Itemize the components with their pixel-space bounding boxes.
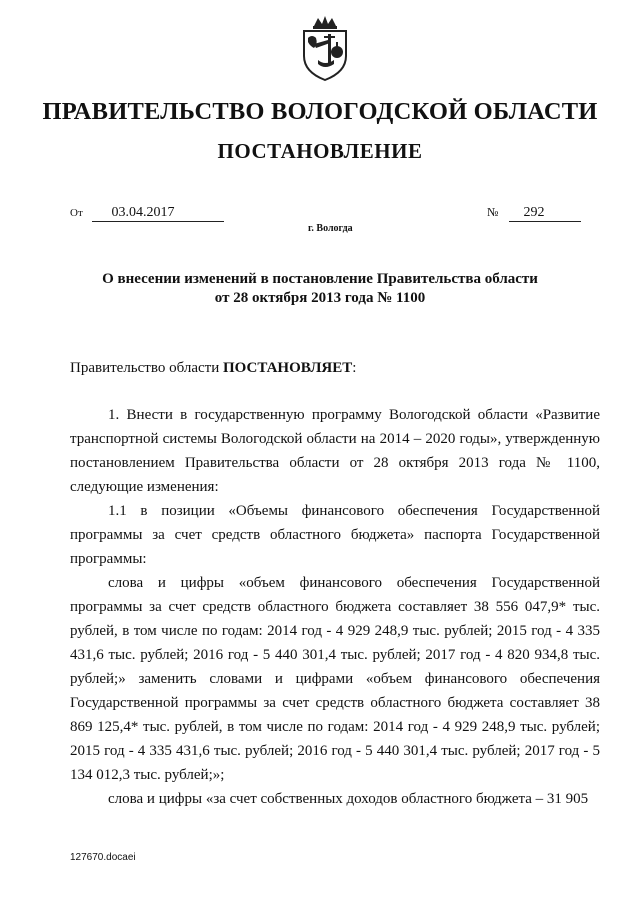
- number-line: [487, 205, 581, 222]
- document-date: 03.04.2017: [92, 205, 224, 222]
- document-body: [70, 403, 600, 811]
- government-title: ПРАВИТЕЛЬСТВО ВОЛОГОДСКОЙ ОБЛАСТИ: [42, 98, 598, 125]
- date-line: [70, 205, 224, 222]
- paragraph-2: 1.1 в позиции «Объемы финансового обеспечения Государственной программы за счет средств областного бюджета» паспорта Государственной программы:: [70, 503, 600, 567]
- document-type: ПОСТАНОВЛЕНИЕ: [217, 139, 423, 163]
- file-code: 127670.docaei: [70, 852, 136, 863]
- decree-verb: ПОСТАНОВЛЯЕТ: [222, 360, 353, 376]
- city: г. Вологда: [308, 223, 353, 234]
- paragraph-3: слова и цифры «объем финансового обеспечения Государственной программы за счет средств областного бюджета составляет 38 556 047,9* тыс. рублей, в том числе по годам: 2014 год - 4 929 248,9 тыс. рублей; 2015 год - 4 335 431,6 тыс. рублей; 2016 год - 5 440 301,4 тыс. рублей; 2017 год - 4 820 934,8 тыс. рублей;» заменить словами и цифрами «объем финансового обеспечения Государственной программы за счет средств областного бюджета составляет 38 869 125,4* тыс. рублей, в том числе по годам: 2014 год - 4 929 248,9 тыс. рублей; 2015 год - 4 335 431,6 тыс. рублей; 2016 год - 5 440 301,4 тыс. рублей; 2017 год - 5 134 012,3 тыс. рублей;»;: [70, 575, 600, 783]
- coat-of-arms-icon: [298, 14, 352, 84]
- decree-lead: Правительство области: [70, 360, 220, 376]
- decree-line: [70, 356, 600, 380]
- subject-line-2: от 28 октября 2013 года № 1100: [214, 290, 426, 306]
- date-prefix: От: [70, 207, 83, 219]
- paragraph-1: 1. Внести в государственную программу Вологодской области «Развитие транспортной системы Вологодской области на 2014 – 2020 годы», утвержденную постановлением Правительства области от 28 октября 2013 года № 1100, следующие изменения:: [70, 407, 600, 495]
- document-number: 292: [509, 205, 581, 222]
- decree-colon: :: [352, 360, 357, 376]
- number-prefix: №: [487, 205, 499, 219]
- document-subject: [0, 270, 640, 308]
- subject-line-1: О внесении изменений в постановление Правительства области: [102, 271, 538, 287]
- paragraph-4: слова и цифры «за счет собственных доходов областного бюджета – 31 905: [108, 791, 589, 807]
